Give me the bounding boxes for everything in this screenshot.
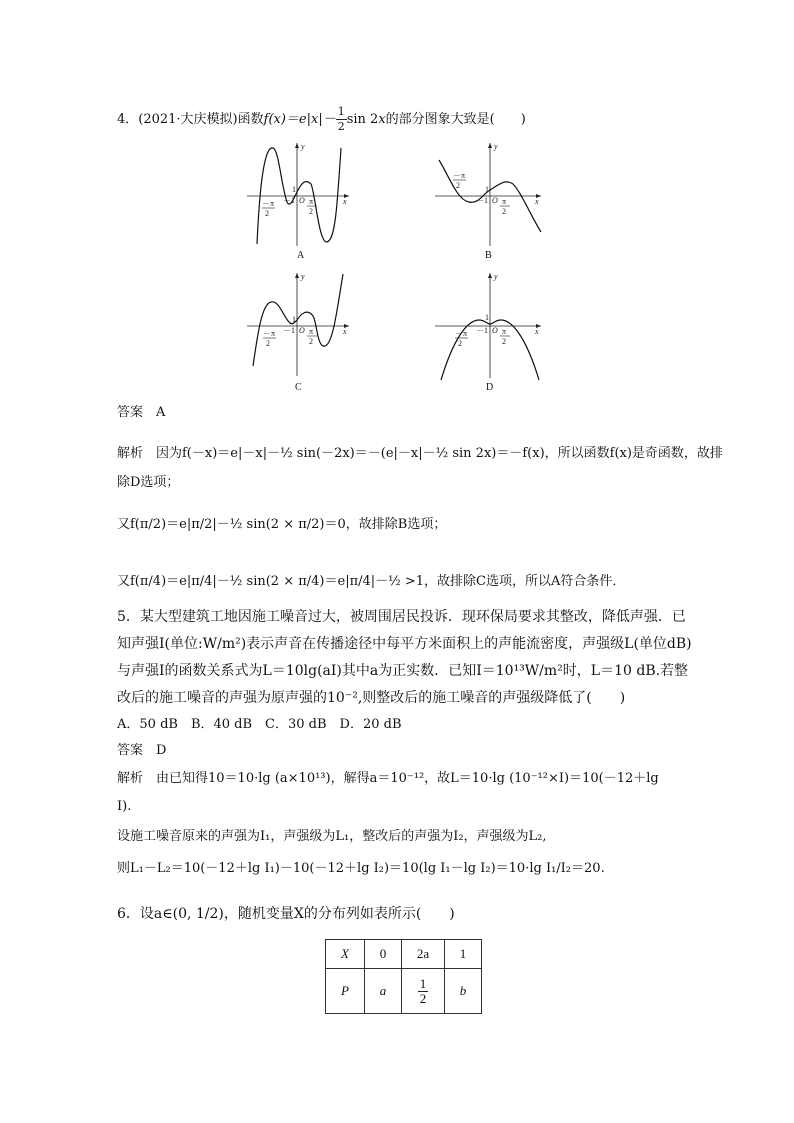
svg-text:2: 2 xyxy=(266,339,270,348)
svg-text:O: O xyxy=(492,196,498,205)
q4-analysis-4: 又f(π/4)＝e|π/4|－½ sin(2 × π/4)＝e|π/4|－½ >1，故排除C选项，所以A符合条件． xyxy=(117,574,626,589)
svg-text:1: 1 xyxy=(485,185,489,194)
svg-text:2: 2 xyxy=(265,209,269,218)
svg-text:x: x xyxy=(343,327,347,336)
svg-text:π: π xyxy=(309,327,314,336)
q5-analysis-4: 则L₁－L₂＝10(－12＋lg I₁)－10(－12＋lg I₂)＝10(lg I₁－lg I₂)＝10·lg I₁/I₂＝20. xyxy=(117,861,605,876)
graph-c xyxy=(245,270,355,393)
svg-text:2: 2 xyxy=(309,337,313,346)
svg-text:x: x xyxy=(535,197,539,206)
x-axis-label: x xyxy=(343,197,347,206)
q4-stem: 4．(2021·大庆模拟)函数f(x)＝e|x|－ $\frac{1}{2}$ sin 2x的部分图象大致是( ) xyxy=(117,105,526,133)
q5-answer: 答案 D xyxy=(117,743,167,758)
svg-text:x: x xyxy=(535,327,539,336)
graph-d xyxy=(433,270,548,393)
graph-c-caption: C xyxy=(295,382,302,393)
svg-text:1: 1 xyxy=(292,185,296,194)
q6-stem: 6．设a∈(0, 1/2)，随机变量X的分布列如表所示( ) xyxy=(117,906,455,922)
graph-b-caption: B xyxy=(485,250,492,261)
svg-text:2: 2 xyxy=(502,337,506,346)
graph-a xyxy=(245,140,355,261)
q5-stem-2: 知声强I(单位:W/m²)表示声音在传播途径中每平方米面积上的声能流密度，声强级L(单位dB) xyxy=(117,636,692,652)
svg-text:2: 2 xyxy=(456,181,460,190)
svg-text:2: 2 xyxy=(502,207,506,216)
svg-text:π: π xyxy=(502,327,507,336)
svg-text:－1: －1 xyxy=(476,196,488,205)
graph-a-caption: A xyxy=(297,250,305,261)
svg-text:－π: －π xyxy=(455,329,468,338)
svg-text:2: 2 xyxy=(309,207,313,216)
svg-text:y: y xyxy=(301,272,305,281)
svg-text:－1: －1 xyxy=(476,326,488,335)
q4-analysis-1: 解析 因为f(－x)＝e|－x|－½ sin(－2x)＝－(e|－x|－½ sin 2x)＝－f(x)，所以函数f(x)是奇函数，故排 xyxy=(117,446,723,461)
q4-analysis-3: 又f(π/2)＝e|π/2|－½ sin(2 × π/2)＝0，故排除B选项； xyxy=(117,517,447,532)
svg-text:1: 1 xyxy=(292,315,296,324)
q5-options: A．50 dB B．40 dB C．30 dB D．20 dB xyxy=(117,717,402,732)
svg-text:π: π xyxy=(309,197,314,206)
svg-text:－1: －1 xyxy=(283,196,295,205)
svg-text:O: O xyxy=(299,326,305,335)
q5-analysis-2: I). xyxy=(117,799,132,814)
svg-text:－π: －π xyxy=(453,171,466,180)
svg-text:2: 2 xyxy=(458,339,462,348)
svg-text:1: 1 xyxy=(485,313,489,322)
distribution-table: X 0 2a 1 P a $\frac{1}{2}$ b xyxy=(325,939,482,1014)
svg-text:y: y xyxy=(494,142,498,151)
q4-analysis-2: 除D选项； xyxy=(117,475,180,490)
q4-answer: 答案 A xyxy=(117,405,166,420)
y-axis-label: y xyxy=(301,142,305,151)
q5-stem-3: 与声强I的函数关系式为L＝10lg(aI)其中a为正实数．已知I＝10¹³W/m²时，L＝10 dB.若整 xyxy=(117,663,689,679)
svg-text:－π: －π xyxy=(263,329,276,338)
svg-text:－1: －1 xyxy=(283,326,295,335)
q5-stem-1: 5．某大型建筑工地因施工噪音过大，被周围居民投诉．现环保局要求其整改，降低声强．已 xyxy=(117,609,686,625)
graph-b xyxy=(433,140,548,261)
svg-text:π: π xyxy=(502,197,507,206)
graph-d-caption: D xyxy=(486,382,494,393)
svg-text:O: O xyxy=(299,196,305,205)
svg-text:－π: －π xyxy=(262,199,275,208)
q5-analysis-1: 解析 由已知得10＝10·lg (a×10¹³)，解得a＝10⁻¹²，故L＝10·lg (10⁻¹²×I)＝10(－12＋lg xyxy=(117,771,659,786)
q5-analysis-3: 设施工噪音原来的声强为I₁，声强级为L₁，整改后的声强为I₂，声强级为L₂, xyxy=(117,829,547,844)
svg-text:O: O xyxy=(492,326,498,335)
svg-text:y: y xyxy=(494,272,498,281)
q5-stem-4: 改后的施工噪音的声强为原声强的10⁻²,则整改后的施工噪音的声强级降低了( ) xyxy=(117,690,626,706)
